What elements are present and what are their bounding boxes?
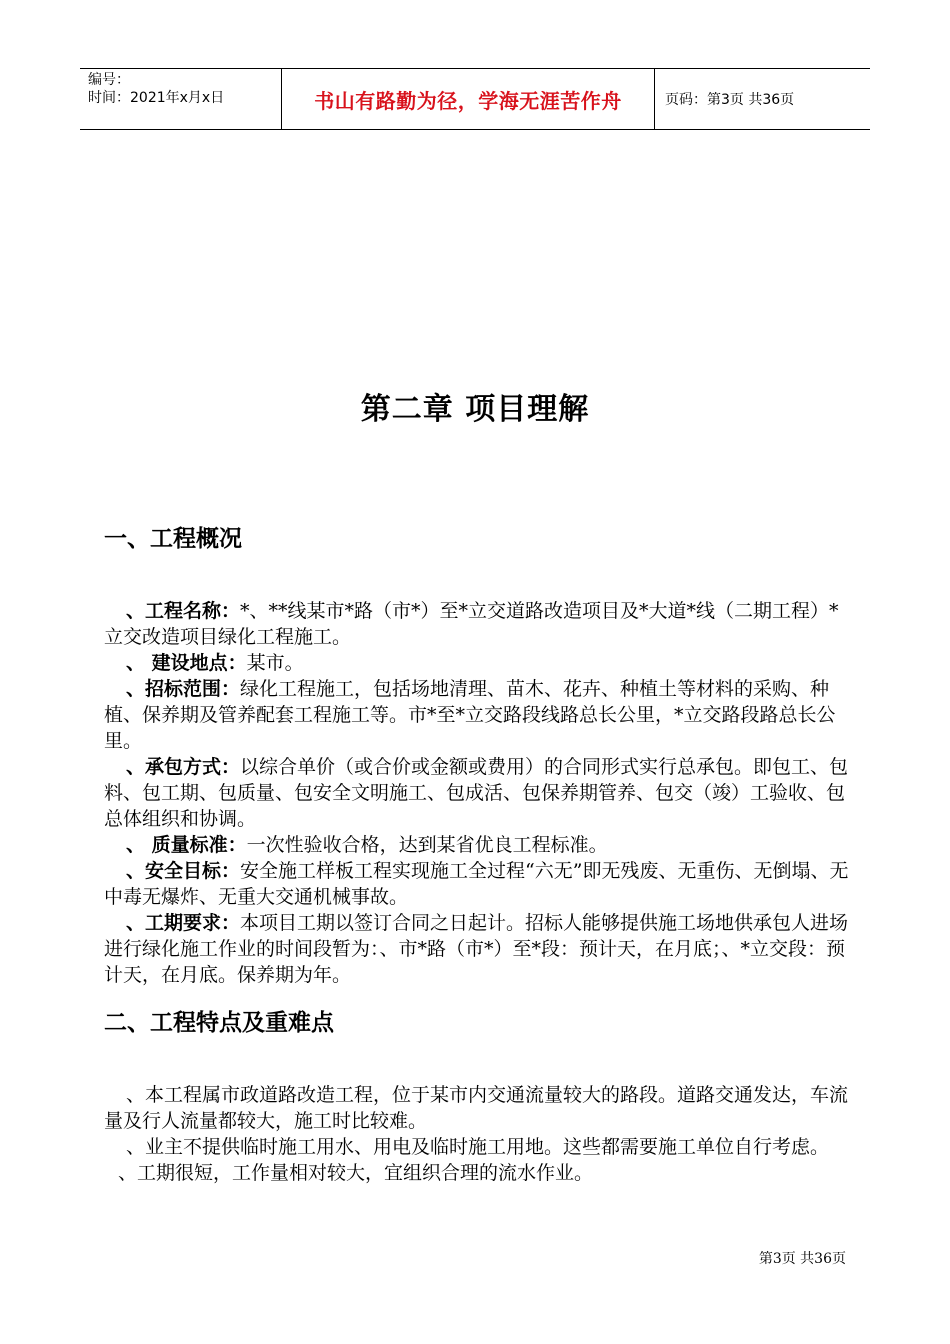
header-meta bbox=[80, 69, 282, 129]
time-label: 时间：2021年x月x日 bbox=[88, 90, 225, 106]
feature-paragraph: 、本工程属市政道路改造工程，位于某市内交通流量较大的路段。道路交通发达，车流量及行人流量都较大，施工时比较难。 bbox=[104, 1084, 849, 1132]
item-location: 、 建设地点：某市。 bbox=[126, 652, 304, 674]
section-body-overview bbox=[104, 598, 856, 988]
item-contract-mode: 、承包方式：以综合单价（或合价或金额或费用）的合同形式实行总承包。即包工、包料、包工期、包质量、包安全文明施工、包成活、包保养期管养、包交（竣）工验收、包总体组织和协调。 bbox=[104, 756, 849, 830]
section-heading-overview: 一、工程概况 bbox=[104, 526, 242, 552]
item-quality-standard: 、 质量标准：一次性验收合格，达到某省优良工程标准。 bbox=[126, 834, 608, 856]
feature-paragraph: 、业主不提供临时施工用水、用电及临时施工用地。这些都需要施工单位自行考虑。 bbox=[126, 1136, 830, 1158]
header-page-info: 页码：第3页 共36页 bbox=[665, 92, 795, 108]
item-project-name: 、工程名称：*、**线某市*路（市*）至*立交道路改造项目及*大道*线（二期工程）*立交改造项目绿化工程施工。 bbox=[104, 600, 839, 648]
header-motto: 书山有路勤为径，学海无涯苦作舟 bbox=[282, 69, 655, 129]
page-footer: 第3页 共36页 bbox=[758, 1251, 846, 1267]
item-scope: 、招标范围：绿化工程施工，包括场地清理、苗木、花卉、种植土等材料的采购、种植、保养期及管养配套工程施工等。市*至*立交路段线路总长公里，*立交路段路总长公里。 bbox=[104, 678, 836, 752]
section-heading-features: 二、工程特点及重难点 bbox=[104, 1010, 334, 1036]
item-schedule: 、工期要求：本项目工期以签订合同之日起计。招标人能够提供施工场地供承包人进场进行绿化施工作业的时间段暂为：、市*路（市*）至*段：预计天，在月底；、*立交段：预计天，在月底。保养期为年。 bbox=[104, 912, 849, 986]
number-label: 编号： bbox=[88, 72, 130, 88]
item-safety-target: 、安全目标：安全施工样板工程实现施工全过程“六无”即无残废、无重伤、无倒塌、无中毒无爆炸、无重大交通机械事故。 bbox=[104, 860, 849, 908]
section-body-features bbox=[104, 1082, 856, 1186]
feature-paragraph: 、工期很短，工作量相对较大，宜组织合理的流水作业。 bbox=[118, 1162, 594, 1184]
chapter-title: 第二章 项目理解 bbox=[360, 392, 590, 427]
document-header bbox=[80, 68, 870, 130]
